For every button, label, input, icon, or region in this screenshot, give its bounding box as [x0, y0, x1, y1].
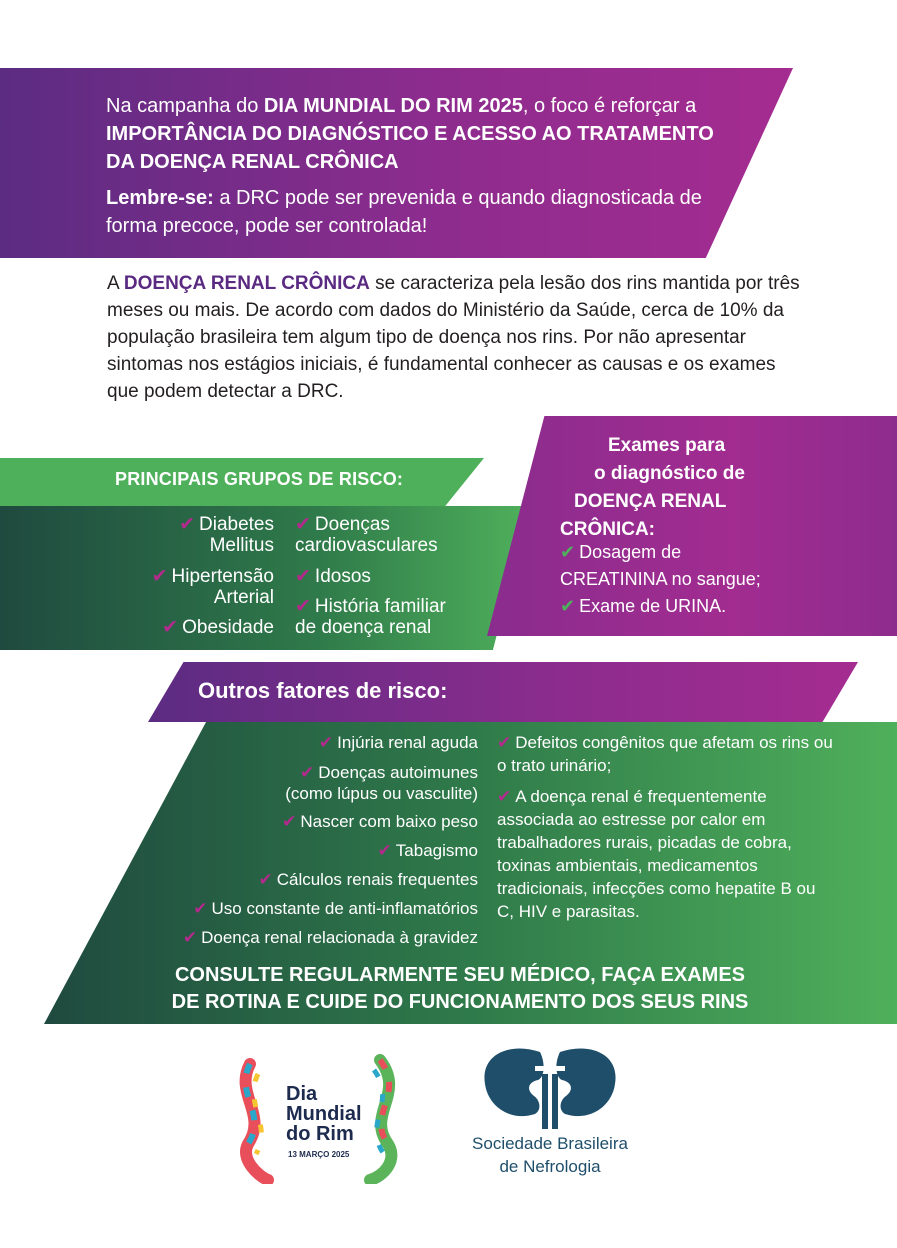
other-item-estresse: ✔ A doença renal é frequentemente associada ao estresse por calor em trabalhadores rurais, picadas de cobra, toxinas ambientais, medicamentos tradicionais, infecções como hepatite B ou C, HIV e parasitas.: [497, 787, 816, 921]
risk-item-historia: ✔ História familiar: [295, 596, 446, 617]
other-item: ✔ Doença renal relacionada à gravidez: [182, 928, 478, 947]
risk-item-cardio-2: cardiovasculares: [295, 535, 438, 556]
risk-item-diabetes: ✔ Diabetes: [179, 514, 274, 535]
check-icon: ✔: [560, 542, 576, 562]
other-item-cont: (como lúpus ou vasculite): [285, 784, 478, 803]
other-item: ✔ Doenças autoimunes: [300, 763, 478, 782]
check-icon: ✔: [295, 514, 311, 535]
other-item: ✔ Cálculos renais frequentes: [258, 870, 478, 889]
exams-title: Exames para o diagnóstico de DOENÇA RENAL CRÔNICA:: [560, 435, 745, 540]
exam-item-creatinina-2: CREATININA no sangue;: [560, 569, 761, 589]
check-icon: ✔: [560, 596, 576, 616]
dia-mundial-do-rim-logo: Dia Mundial do Rim 13 MARÇO 2025: [238, 1054, 418, 1184]
check-icon: ✔: [497, 787, 512, 806]
risk-item-obesidade: ✔ Obesidade: [162, 617, 274, 638]
check-icon: ✔: [179, 514, 195, 535]
risk-item-idosos: ✔ Idosos: [295, 566, 371, 587]
risk-item-cardio: ✔ Doenças: [295, 514, 390, 535]
check-icon: ✔: [377, 841, 392, 860]
check-icon: ✔: [282, 812, 297, 831]
other-item: ✔ Tabagismo: [377, 841, 478, 860]
sbn-name: Sociedade Brasileira de Nefrologia: [472, 1134, 628, 1176]
check-icon: ✔: [193, 899, 208, 918]
exam-item-creatinina: ✔ Dosagem de: [560, 542, 682, 562]
other-item: ✔ Uso constante de anti-inflamatórios: [193, 899, 478, 918]
reminder-text: Lembre-se: a DRC pode ser prevenida e quando diagnosticada de forma precoce, pode ser controlada!: [106, 187, 702, 237]
risk-item-hipertensao-2: Arterial: [213, 587, 274, 608]
campaign-text: Na campanha do DIA MUNDIAL DO RIM 2025, o foco é reforçar a IMPORTÂNCIA DO DIAGNÓSTICO E ACESSO AO TRATAMENTO DA DOENÇA RENAL CRÔNICA: [106, 95, 714, 173]
other-item-defeitos: ✔ Defeitos congênitos que afetam os rins ou o trato urinário;: [497, 733, 833, 775]
risk-item-hipertensao: ✔ Hipertensão: [151, 566, 274, 587]
check-icon: ✔: [295, 596, 311, 617]
check-icon: ✔: [258, 870, 273, 889]
exam-item-urina: ✔ Exame de URINA.: [560, 596, 727, 616]
other-item: ✔ Nascer com baixo peso: [282, 812, 478, 831]
other-item: ✔ Injúria renal aguda: [318, 733, 478, 752]
check-icon: ✔: [182, 928, 198, 947]
check-icon: ✔: [162, 617, 179, 638]
check-icon: ✔: [497, 733, 512, 752]
consult-message: CONSULTE REGULARMENTE SEU MÉDICO, FAÇA EXAMES DE ROTINA E CUIDE DO FUNCIONAMENTO DOS SEUS RINS: [171, 964, 749, 1013]
kidneys-icon: [450, 1044, 650, 1134]
risk-item-diabetes-2: Mellitus: [209, 535, 274, 556]
other-factors-title: Outros fatores de risco:: [198, 678, 448, 703]
check-icon: ✔: [300, 763, 315, 782]
check-icon: ✔: [318, 733, 334, 752]
intro-paragraph: A DOENÇA RENAL CRÔNICA se caracteriza pela lesão dos rins mantida por três meses ou mais. De acordo com dados do Ministério da Saúde, cerca de 10% da população brasileira tem algum tipo de doença nos rins. Por não apresentar sintomas nos estágios iniciais, é fundamental conhecer as causas e os exames que podem detectar a DRC.: [107, 273, 800, 402]
risk-groups-title: PRINCIPAIS GRUPOS DE RISCO:: [115, 469, 404, 489]
check-icon: ✔: [151, 566, 168, 587]
check-icon: ✔: [295, 566, 311, 587]
risk-item-historia-2: de doença renal: [295, 617, 432, 638]
